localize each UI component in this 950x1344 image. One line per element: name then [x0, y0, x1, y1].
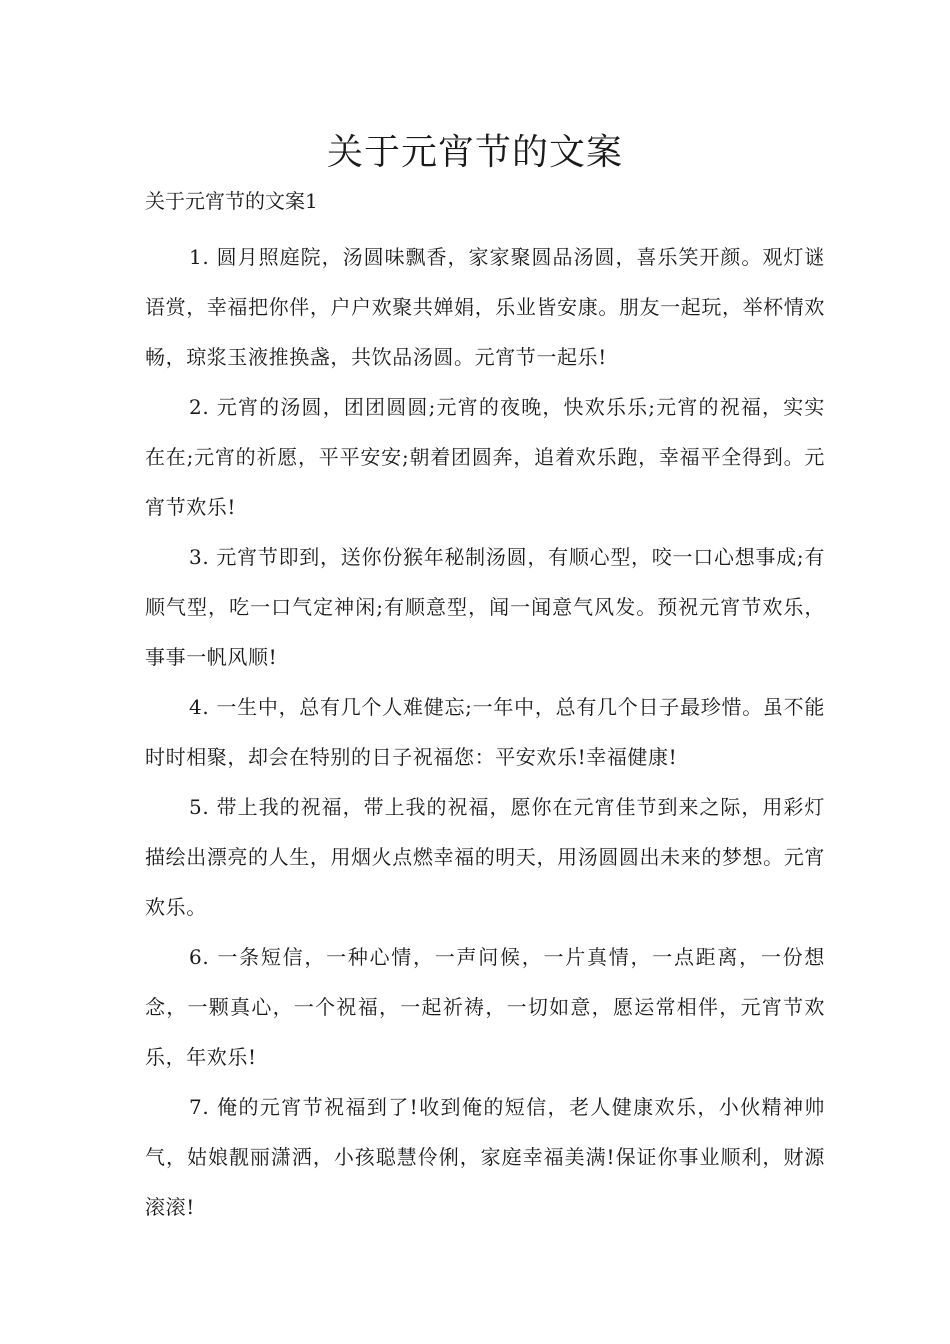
paragraph-4: 4. 一生中，总有几个人难健忘;一年中，总有几个日子最珍惜。虽不能时时相聚，却会在特别的日子祝福您：平安欢乐!幸福健康!: [145, 695, 825, 769]
paragraph-5: 5. 带上我的祝福，带上我的祝福，愿你在元宵佳节到来之际，用彩灯描绘出漂亮的人生，用烟火点燃幸福的明天，用汤圆圆出未来的梦想。元宵欢乐。: [145, 795, 825, 919]
page-title: 关于元宵节的文案: [326, 132, 623, 173]
paragraph-7: 7. 俺的元宵节祝福到了!收到俺的短信，老人健康欢乐，小伙精神帅气，姑娘靓丽潇洒，小孩聪慧伶俐，家庭幸福美满!保证你事业顺利，财源滚滚!: [145, 1095, 825, 1219]
paragraph-6: 6. 一条短信，一种心情，一声问候，一片真情，一点距离，一份想念，一颗真心，一个祝福，一起祈祷，一切如意，愿运常相伴，元宵节欢乐，年欢乐!: [145, 945, 825, 1069]
paragraph-2: 2. 元宵的汤圆，团团圆圆;元宵的夜晚，快欢乐乐;元宵的祝福，实实在在;元宵的祈愿，平平安安;朝着团圆奔，追着欢乐跑，幸福平全得到。元宵节欢乐!: [145, 395, 825, 519]
body-text: [145, 232, 825, 1232]
section-heading: 关于元宵节的文案1: [145, 189, 318, 213]
paragraph-1: 1. 圆月照庭院，汤圆味飘香，家家聚圆品汤圆，喜乐笑开颜。观灯谜语赏，幸福把你伴，户户欢聚共婵娟，乐业皆安康。朋友一起玩，举杯情欢畅，琼浆玉液推换盏，共饮品汤圆。元宵节一起乐!: [145, 245, 825, 369]
paragraph-3: 3. 元宵节即到，送你份猴年秘制汤圆，有顺心型，咬一口心想事成;有顺气型，吃一口气定神闲;有顺意型，闻一闻意气风发。预祝元宵节欢乐，事事一帆风顺!: [145, 545, 825, 669]
